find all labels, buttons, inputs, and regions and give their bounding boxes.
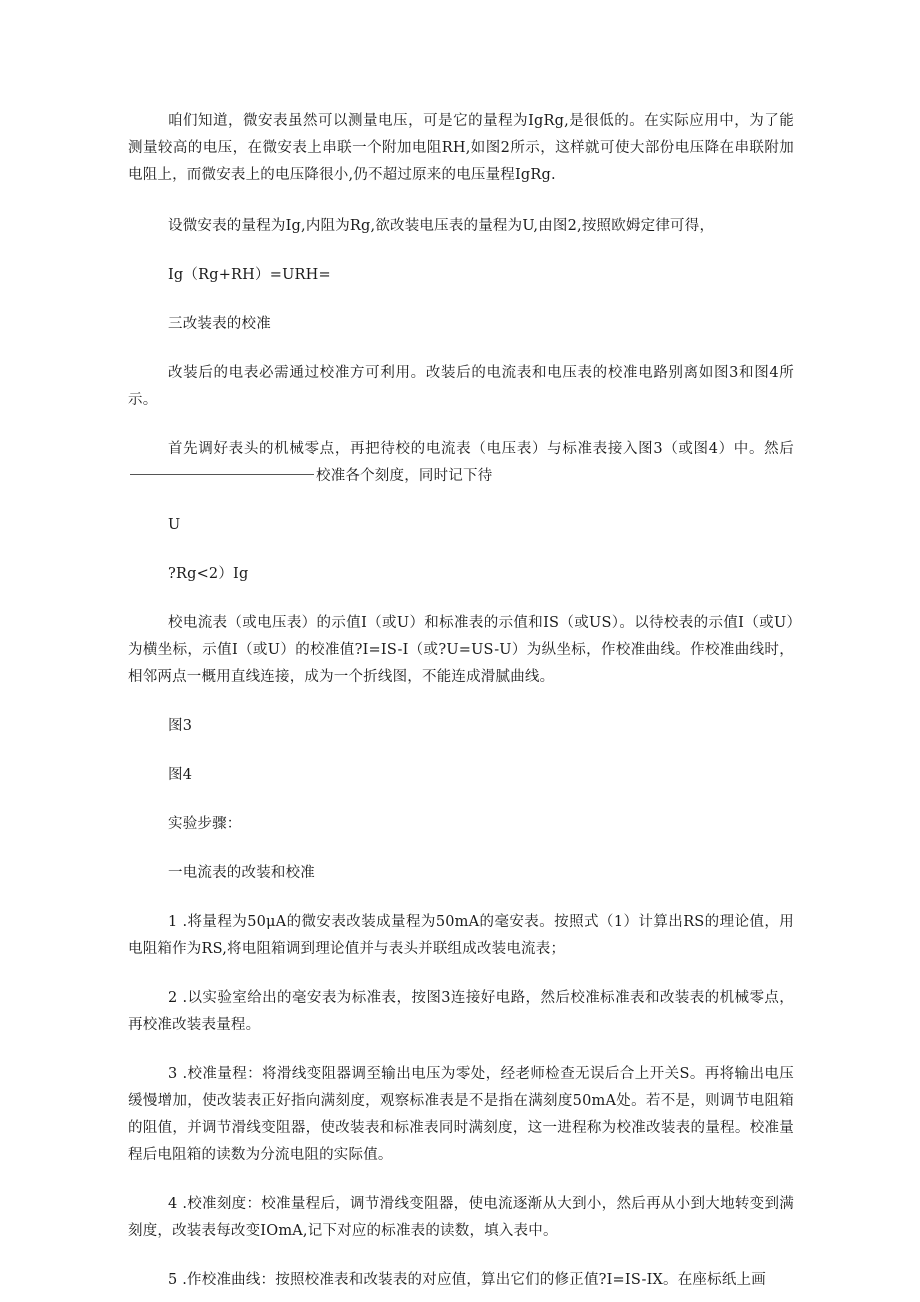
step-2: 2 .以实验室给出的毫安表为标准表，按图3连接好电路，然后校准标准表和改装表的机械零点，再校准改装表量程。 [128,990,794,1033]
document-page [128,108,794,1294]
formula-fragment-u: U [168,517,181,533]
step-4: 4 .校准刻度：校准量程后，调节滑线变阻器，使电流逐渐从大到小，然后再从小到大地转变到满刻度，改装表每改变IOmA,记下对应的标准表的读数，填入表中。 [128,1196,794,1239]
paragraph-calibration-circuit: 改装后的电表必需通过校准方可利用。改装后的电流表和电压表的校准电路别离如图3和图4所示。 [128,365,794,408]
step-5: 5 .作校准曲线：按照校准表和改装表的对应值，算出它们的修正值?I=IS-IX。在座标纸上画 [168,1272,766,1288]
figure-label-4: 图4 [168,767,193,783]
heading-experiment-steps: 实验步骤： [168,816,242,832]
paragraph-voltmeter-setup: 设微安表的量程为Ig,内阻为Rg,欲改装电压表的量程为U,由图2,按照欧姆定律可得， [168,218,715,234]
section-heading-calibration: 三改装表的校准 [168,316,271,332]
paragraph-zero-adjust-part1: 首先调好表头的机械零点，再把待校的电流表（电压表）与标准表接入图3（或图4）中。然后 [168,441,794,457]
paragraph-zero-adjust-part2: 校准各个刻度，同时记下待 [316,468,493,484]
step-1: 1 .将量程为50μA的微安表改装成量程为50mA的毫安表。按照式（1）计算出RS的理论值，用电阻箱作为RS,将电阻箱调到理论值并与表头并联组成改装电流表； [128,914,794,957]
paragraph-intro: 咱们知道，微安表虽然可以测量电压，可是它的量程为IgRg,是很低的。在实际应用中，为了能测量较高的电压，在微安表上串联一个附加电阻RH,如图2所示，这样就可使大部份电压降在串联附加电阻上，而微安表上的电压降很小,仍不超过原来的电压量程IgRg. [128,113,794,183]
formula-fragment-rg: ?Rg<2）Ig [168,566,249,582]
dash-line [130,474,314,475]
figure-label-3: 图3 [168,718,193,734]
paragraph-calibration-curve: 校电流表（或电压表）的示值I（或U）和标准表的示值和IS（或US）。以待校表的示值I（或U）为横坐标，示值I（或U）的校准值?I=IS-I（或?U=US-U）为纵坐标，作校准曲线。作校准曲线时，相邻两点一概用直线连接，成为一个折线图，不能连成滑腻曲线。 [128,615,794,685]
heading-ammeter-calibration: 一电流表的改装和校准 [168,865,315,881]
formula-ohm-law: Ig（Rg+RH）=URH= [168,267,331,283]
step-3: 3 .校准量程：将滑线变阻器调至输出电压为零处，经老师检查无误后合上开关S。再将输出电压缓慢增加，使改装表正好指向满刻度，观察标准表是不是指在满刻度50mA处。若不是，则调节电阻箱的阻值，并调节滑线变阻器，使改装表和标准表同时满刻度，这一进程称为校准改装表的量程。校准量程后电阻箱的读数为分流电阻的实际值。 [128,1066,794,1163]
paragraph-zero-adjust [128,436,794,490]
